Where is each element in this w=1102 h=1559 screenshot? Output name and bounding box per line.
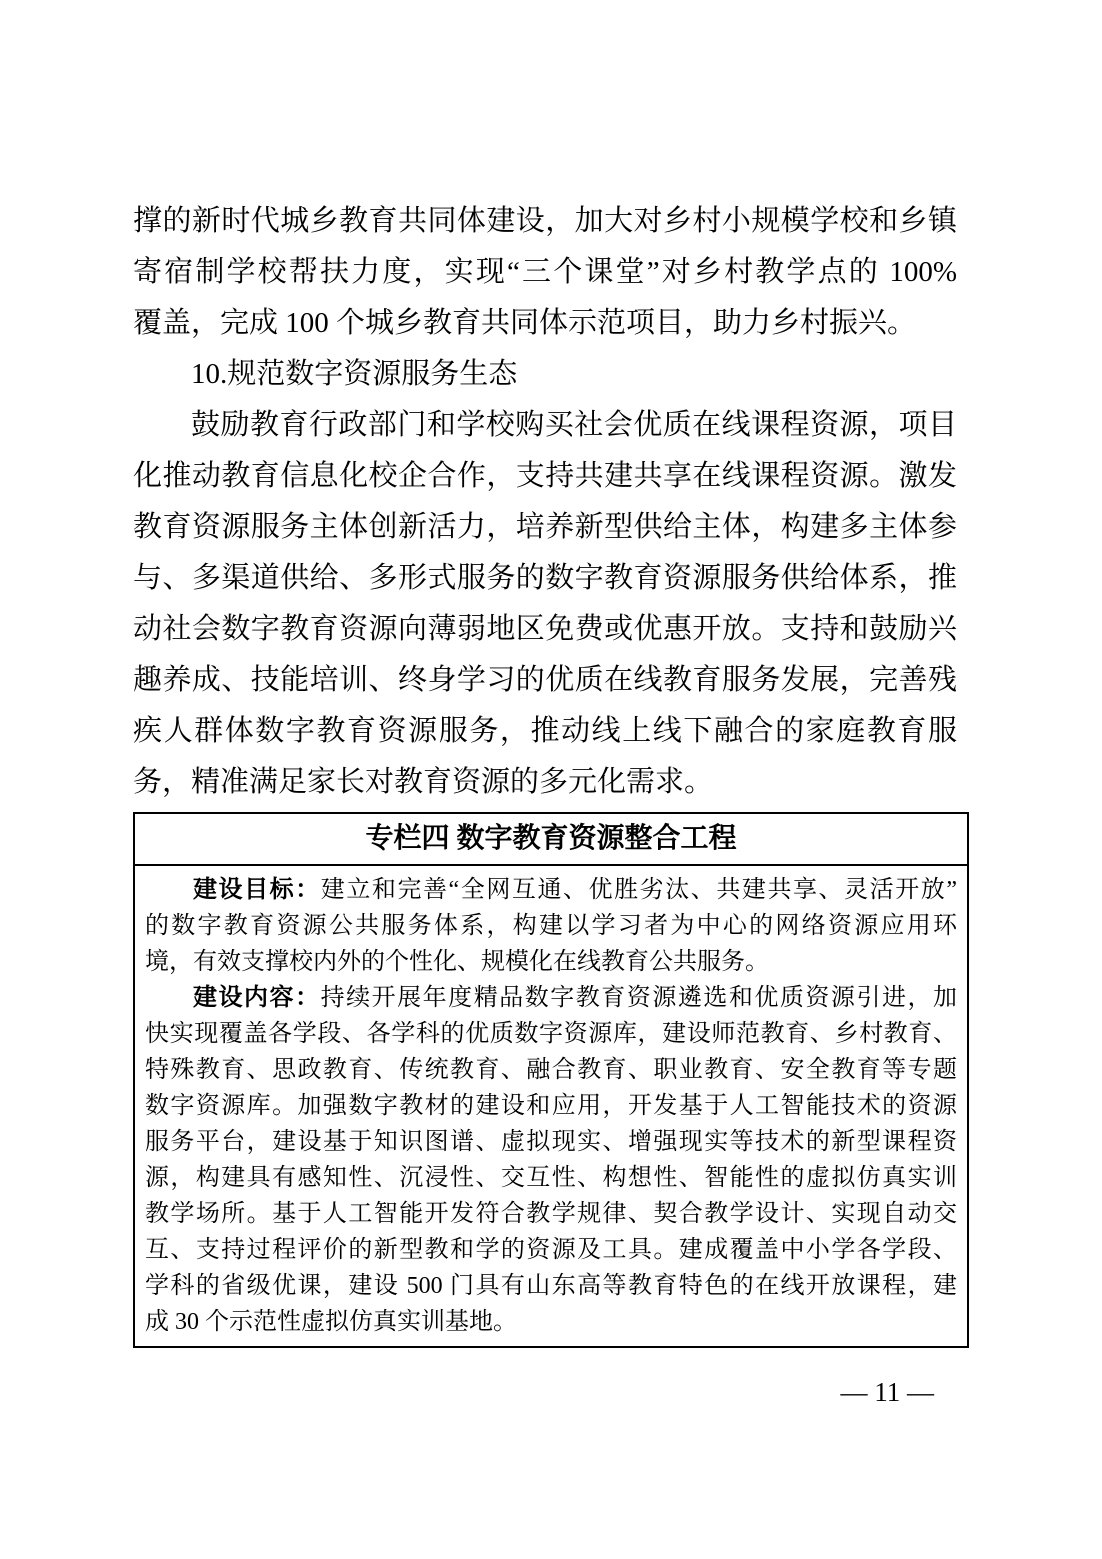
paragraph-continuation bbox=[133, 196, 957, 349]
text-line: 互、支持过程评价的新型教和学的资源及工具。建成覆盖中小学各学段、 bbox=[145, 1237, 957, 1263]
text-line: 覆盖，完成 100 个城乡教育共同体示范项目，助力乡村振兴。 bbox=[133, 307, 917, 339]
page-number: — 11 — bbox=[840, 1377, 934, 1407]
panel-body bbox=[135, 866, 967, 1346]
panel-title: 专栏四 数字教育资源整合工程 bbox=[135, 814, 967, 866]
text-line: 服务平台，建设基于知识图谱、虚拟现实、增强现实等技术的新型课程资 bbox=[145, 1129, 957, 1155]
text-line: 与、多渠道供给、多形式服务的数字教育资源服务供给体系，推 bbox=[133, 562, 957, 594]
text-line: 务，精准满足家长对教育资源的多元化需求。 bbox=[133, 766, 714, 798]
body-text-block bbox=[133, 196, 957, 808]
paragraph-label: 建设目标： bbox=[193, 877, 321, 903]
text-line: 教学场所。基于人工智能开发符合教学规律、契合教学设计、实现自动交 bbox=[145, 1201, 957, 1227]
panel-content-paragraph bbox=[145, 980, 957, 1340]
text-line: 学科的省级优课，建设 500 门具有山东高等教育特色的在线开放课程，建 bbox=[145, 1273, 957, 1299]
text-line: 源，构建具有感知性、沉浸性、交互性、构想性、智能性的虚拟仿真实训 bbox=[145, 1165, 957, 1191]
paragraph-label: 建设内容： bbox=[193, 985, 321, 1011]
section-heading: 10.规范数字资源服务生态 bbox=[191, 358, 518, 390]
text-line: 特殊教育、思政教育、传统教育、融合教育、职业教育、安全教育等专题 bbox=[145, 1057, 957, 1083]
text-line bbox=[145, 872, 957, 908]
text-line: 教育资源服务主体创新活力，培养新型供给主体，构建多主体参 bbox=[133, 511, 957, 543]
feature-panel bbox=[133, 812, 969, 1348]
text-line: 快实现覆盖各学段、各学科的优质数字资源库，建设师范教育、乡村教育、 bbox=[145, 1021, 957, 1047]
text-line bbox=[145, 980, 957, 1016]
paragraph-main bbox=[133, 400, 957, 808]
text-line: 动社会数字教育资源向薄弱地区免费或优惠开放。支持和鼓励兴 bbox=[133, 613, 957, 645]
text-line: 寄宿制学校帮扶力度，实现“三个课堂”对乡村教学点的 100% bbox=[133, 256, 957, 288]
text-line: 成 30 个示范性虚拟仿真实训基地。 bbox=[145, 1309, 517, 1335]
text-line: 境，有效支撑校内外的个性化、规模化在线教育公共服务。 bbox=[145, 949, 769, 975]
text-line: 化推动教育信息化校企合作，支持共建共享在线课程资源。激发 bbox=[133, 460, 957, 492]
panel-goal-paragraph bbox=[145, 872, 957, 980]
text-span: 持续开展年度精品数字教育资源遴选和优质资源引进，加 bbox=[320, 985, 958, 1011]
text-line: 的数字教育资源公共服务体系，构建以学习者为中心的网络资源应用环 bbox=[145, 913, 957, 939]
text-span: 建立和完善“全网互通、优胜劣汰、共建共享、灵活开放” bbox=[320, 877, 957, 903]
text-line: 数字资源库。加强数字教材的建设和应用，开发基于人工智能技术的资源 bbox=[145, 1093, 957, 1119]
text-line: 疾人群体数字教育资源服务，推动线上线下融合的家庭教育服 bbox=[133, 715, 957, 747]
text-line: 鼓励教育行政部门和学校购买社会优质在线课程资源，项目 bbox=[191, 409, 957, 441]
text-line: 撑的新时代城乡教育共同体建设，加大对乡村小规模学校和乡镇 bbox=[133, 205, 957, 237]
text-line: 趣养成、技能培训、终身学习的优质在线教育服务发展，完善残 bbox=[133, 664, 957, 696]
